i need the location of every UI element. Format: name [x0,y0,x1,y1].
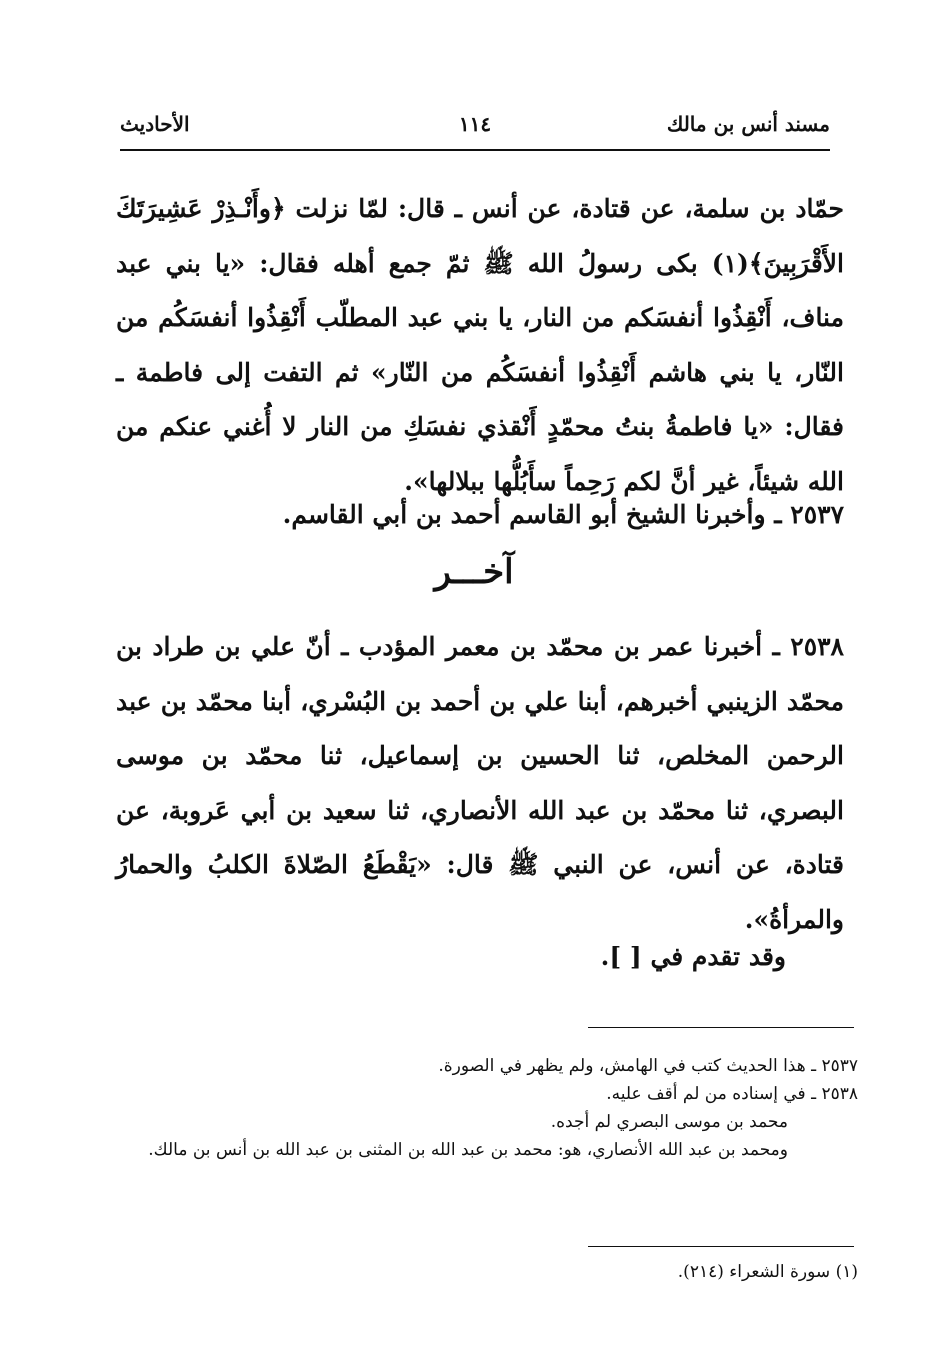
page-number: ١١٤ [458,112,492,136]
footnote-2538: ٢٥٣٨ ـ في إسناده من لم أقف عليه. [606,1084,858,1104]
footnote-divider [588,1027,854,1028]
hadith-continued-paragraph: حمّاد بن سلمة، عن قتادة، عن أنس ـ قال: لمّا نزلت ﴿وأَنْـذِرْ عَشِيرَتَكَ الأَقْرَبِينَ﴾(١) بكى رسولُ الله ﷺ ثمّ جمع أهله فقال: «يا بني عبد مناف، أَنْقِذُوا أنفسَكم من النار، يا بني عبد المطلّب أَنْقِذُوا أنفسَكُم من النّار، يا بني هاشم أَنْقِذُوا أنفسَكُم من النّار» ثم التفت إلى فاطمة ـ فقال: «يا فاطمةُ بنتُ محمّدٍ أَنْقذي نفسَكِ من النار لا أُغني عنكم من الله شيئاً، غير أنَّ لكم رَحِماً سأَبُلُّها ببلالها». [116,194,844,496]
running-header [120,112,830,152]
hadith-text: ـ وأخبرنا الشيخ أبو القاسم أحمد بن أبي القاسم. [282,500,782,529]
footnote-divider [588,1246,854,1247]
quran-reference-footnote: (١) سورة الشعراء (٢١٤). [677,1262,858,1282]
hadith-2537-paragraph [116,488,844,542]
section-name: الأحاديث [120,112,190,136]
hadith-number: ٢٥٣٧ [790,500,844,529]
footnote-2538-detail: محمد بن موسى البصري لم أجده. [550,1112,788,1132]
header-divider [120,149,830,151]
hadith-2538-paragraph [116,620,844,947]
footnote-2538-detail: ومحمد بن عبد الله الأنصاري، هو: محمد بن عبد الله بن المثنى بن عبد الله بن أنس بن مالك. [148,1140,788,1160]
cross-reference-note: وقد تقدم في [ ]. [600,942,786,971]
footnote-2537: ٢٥٣٧ ـ هذا الحديث كتب في الهامش، ولم يظهر في الصورة. [438,1056,858,1076]
hadith-text: ـ أخبرنا عمر بن محمّد بن معمر المؤدب ـ أنّ علي بن طراد بن محمّد الزينبي أخبرهم، أبنا علي بن أحمد بن البُسْري، أبنا محمّد بن عبد الرحمن المخلص، ثنا الحسين بن إسماعيل، ثنا محمّد بن موسى البصري، ثنا محمّد بن عبد الله الأنصاري، ثنا سعيد بن أبي عَروبة، عن قتادة، عن أنس، عن النبي ﷺ قال: «يَقْطَعُ الصّلاةَ الكلبُ والحمارُ والمرأةُ». [116,632,844,934]
hadith-number: ٢٥٣٨ [790,632,844,661]
section-heading: آخـــر [434,552,514,592]
footnotes [120,1052,858,1164]
book-title: مسند أنس بن مالك [666,112,830,136]
